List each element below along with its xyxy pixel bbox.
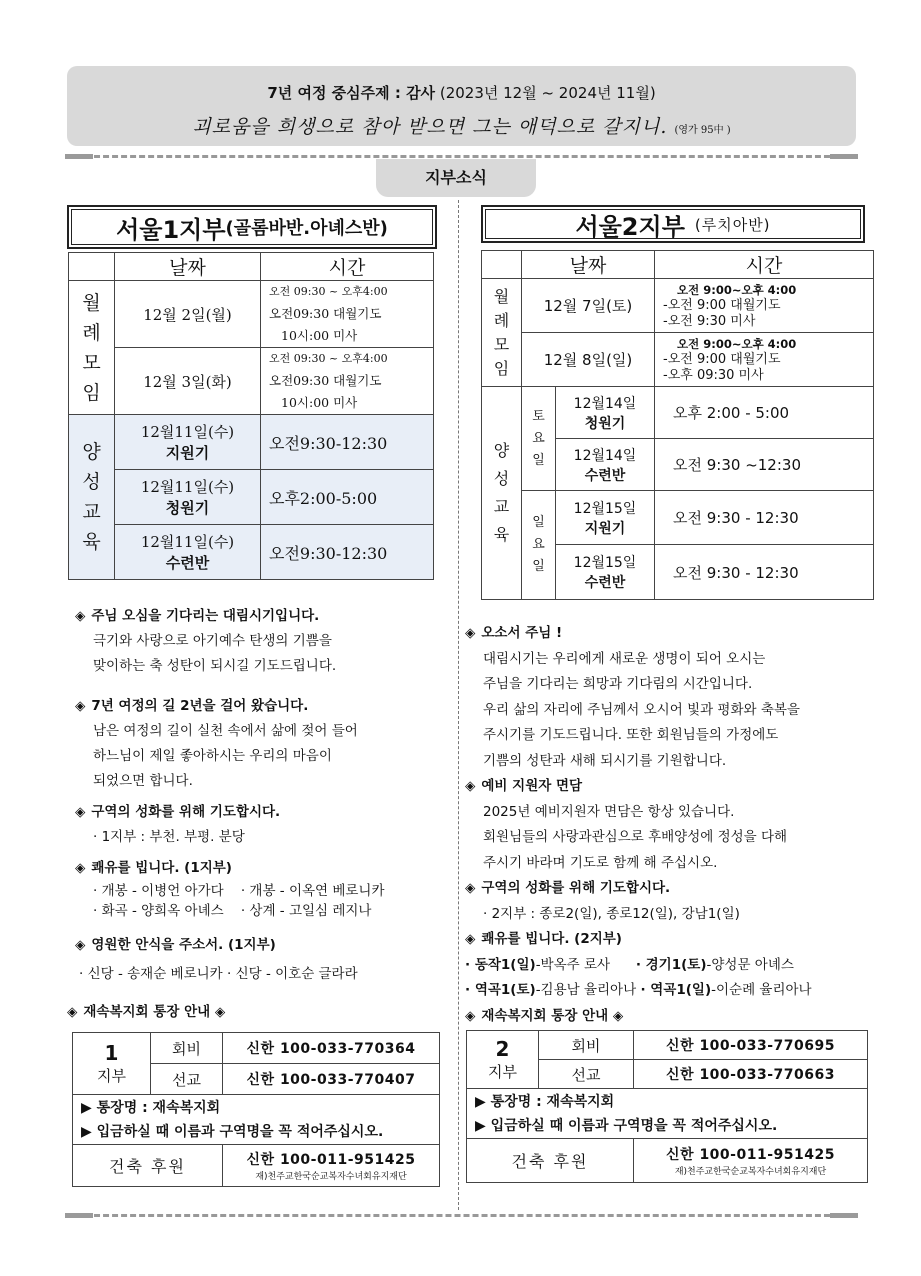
rule-end (65, 154, 93, 159)
monthly-date: 12월 3일(화) (115, 348, 261, 415)
col-time: 시간 (655, 251, 874, 279)
scripture-quote: 괴로움을 희생으로 참아 받으면 그는 애덕으로 갈지니. (영가 95中 ) (192, 116, 731, 138)
fee-account: 신한 100-033-770695 (634, 1031, 868, 1060)
edu-time: 오전 9:30 ~12:30 (655, 439, 874, 491)
heal-row: · 역곡1(토)-김용남 율리아나 · 역곡1(일)-이순례 율리아나 (465, 982, 812, 998)
note-heading: ◈ 오소서 주님 ! (465, 625, 563, 641)
edu-date: 12월15일 수련반 (556, 545, 655, 600)
note-line: 주시기 바라며 기도로 함께 해 주십시오. (483, 854, 718, 871)
account-owner-notice: ▶ 통장명 : 재속복지회 ▶ 입금하실 때 이름과 구역명을 꼭 적어주십시오. (73, 1095, 440, 1145)
edu-time: 오후 2:00 - 5:00 (655, 387, 874, 439)
edu-date: 12월15일 지원기 (556, 491, 655, 545)
edu-time: 오전9:30-12:30 (261, 525, 434, 580)
note-line: 되었으면 합니다. (93, 773, 193, 789)
building-label: 건축 후원 (73, 1145, 223, 1187)
header-banner (67, 66, 856, 146)
note-heading: ◈ 예비 지원자 면담 (465, 778, 583, 794)
section-tab: 지부소식 (376, 159, 536, 197)
bottom-rule (67, 1214, 857, 1218)
account-owner-notice: ▶ 통장명 : 재속복지회 ▶ 입금하실 때 이름과 구역명을 꼭 적어주십시오. (467, 1089, 868, 1139)
edu-date: 12월11일(수) 청원기 (115, 470, 261, 525)
sunday-label: 일 요 일 (522, 491, 556, 600)
note-heading: ◈ 영원한 안식을 주소서. (1지부) (75, 937, 276, 953)
monthly-time: 오전 09:30 ~ 오후4:00 오전09:30 대월기도 10시:00 미사 (261, 348, 434, 415)
branch2-title: 서울2지부 (루치아반) (481, 205, 865, 243)
note-line: 주님을 기다리는 희망과 기다림의 시간입니다. (483, 676, 753, 692)
saturday-label: 토 요 일 (522, 387, 556, 491)
note-line: 회원님들의 사랑과관심으로 후배양성에 정성을 다해 (483, 829, 788, 845)
note-line: 남은 여정의 길이 실천 속에서 삶에 젖어 들어 (93, 723, 358, 739)
note-line: 주시기를 기도드립니다. 또한 회원님들의 가정에도 (483, 727, 779, 743)
note-line: 하느님이 제일 좋아하시는 우리의 마음이 (93, 748, 332, 764)
note-line: 맞이하는 축 성탄이 되시길 기도드립니다. (93, 658, 337, 674)
building-account: 신한 100-011-951425 재)천주교한국순교복자수녀회유지재단 (634, 1139, 868, 1183)
mission-label: 선교 (539, 1060, 634, 1089)
branch1-account-heading: ◈ 재속복지회 통장 안내 ◈ (67, 1004, 226, 1020)
branch2-notes (465, 621, 875, 1029)
note-line: · 화곡 - 양희옥 아녜스 · 상계 - 고일심 레지나 (93, 903, 372, 919)
note-line: · 1지부 : 부천. 부평. 분당 (93, 829, 245, 845)
fee-label: 회비 (539, 1031, 634, 1060)
heal-row: · 동작1(일)-박옥주 로사 · 경기1(토)-양성문 아녜스 (465, 956, 794, 973)
mission-account: 신한 100-033-770663 (634, 1060, 868, 1089)
edu-time: 오후2:00-5:00 (261, 470, 434, 525)
note-heading: ◈ 주님 오심을 기다리는 대림시기입니다. (75, 608, 320, 624)
note-heading: ◈ 구역의 성화를 위해 기도합시다. (75, 804, 281, 820)
mission-label: 선교 (151, 1064, 223, 1095)
rule-end (830, 1213, 858, 1218)
edu-label: 양 성 교 육 (482, 387, 522, 600)
note-line: · 신당 - 송재순 베로니카 · 신당 - 이호순 글라라 (79, 966, 358, 982)
col-date: 날짜 (522, 251, 655, 279)
branch2-account-table (466, 1030, 868, 1183)
note-heading: ◈ 쾌유를 빕니다. (1지부) (75, 860, 232, 876)
edu-time: 오전 9:30 - 12:30 (655, 491, 874, 545)
fee-account: 신한 100-033-770364 (223, 1033, 440, 1064)
edu-date: 12월11일(수) 수련반 (115, 525, 261, 580)
col-time: 시간 (261, 253, 434, 281)
rule-end (830, 154, 858, 159)
edu-label: 양 성 교 육 (69, 415, 115, 580)
branch2-account-heading: ◈ 재속복지회 통장 안내 ◈ (465, 1007, 624, 1024)
note-line: 2025년 예비지원자 면담은 항상 있습니다. (483, 803, 735, 820)
edu-time: 오전 9:30 - 12:30 (655, 545, 874, 600)
note-heading: ◈ 구역의 성화를 위해 기도합시다. (465, 880, 671, 896)
building-label: 건축 후원 (467, 1139, 634, 1183)
edu-date: 12월14일 청원기 (556, 387, 655, 439)
monthly-date: 12월 2일(월) (115, 281, 261, 348)
note-heading: ◈ 7년 여정의 길 2년을 걸어 왔습니다. (75, 698, 309, 714)
note-heading: ◈ 쾌유를 빕니다. (2지부) (465, 931, 622, 947)
monthly-time: 오전 9:00~오후 4:00 -오전 9:00 대월기도 -오전 9:30 미사 (655, 279, 874, 333)
monthly-date: 12월 8일(일) (522, 333, 655, 387)
note-line: · 2지부 : 종로2(일), 종로12(일), 강남1(일) (483, 905, 740, 922)
fee-label: 회비 (151, 1033, 223, 1064)
monthly-label: 월 례 모 임 (482, 279, 522, 387)
building-account: 신한 100-011-951425 재)천주교한국순교복자수녀회유지재단 (223, 1145, 440, 1187)
edu-time: 오전9:30-12:30 (261, 415, 434, 470)
annual-theme: 7년 여정 중심주제 : 감사 (2023년 12월 ~ 2024년 11월) (267, 84, 656, 102)
note-line: 극기와 사랑으로 아기예수 탄생의 기쁨을 (93, 633, 332, 649)
branch2-schedule-table (481, 250, 874, 600)
branch-number: 1 지부 (73, 1033, 151, 1095)
branch1-notes (75, 604, 445, 987)
note-line: 기쁨의 성탄과 새해 되시기를 기원합니다. (483, 752, 727, 769)
monthly-label: 월 례 모 임 (69, 281, 115, 415)
branch1-schedule-table (68, 252, 434, 580)
branch1-account-table (72, 1032, 440, 1187)
rule-end (65, 1213, 93, 1218)
branch-number: 2 지부 (467, 1031, 539, 1089)
note-line: · 개봉 - 이병언 아가다 · 개봉 - 이옥연 베로니카 (93, 883, 385, 899)
monthly-time: 오전 09:30 ~ 오후4:00 오전09:30 대월기도 10시:00 미사 (261, 281, 434, 348)
edu-date: 12월14일 수련반 (556, 439, 655, 491)
mission-account: 신한 100-033-770407 (223, 1064, 440, 1095)
note-line: 우리 삶의 자리에 주님께서 오시어 빛과 평화와 축복을 (483, 701, 800, 718)
column-divider (458, 200, 459, 1210)
monthly-time: 오전 9:00~오후 4:00 -오전 9:00 대월기도 -오후 09:30 미사 (655, 333, 874, 387)
edu-date: 12월11일(수) 지원기 (115, 415, 261, 470)
col-date: 날짜 (115, 253, 261, 281)
branch1-title: 서울1지부 (골롬바반.아녜스반) (67, 205, 437, 249)
monthly-date: 12월 7일(토) (522, 279, 655, 333)
note-line: 대림시기는 우리에게 새로운 생명이 되어 오시는 (483, 650, 766, 667)
